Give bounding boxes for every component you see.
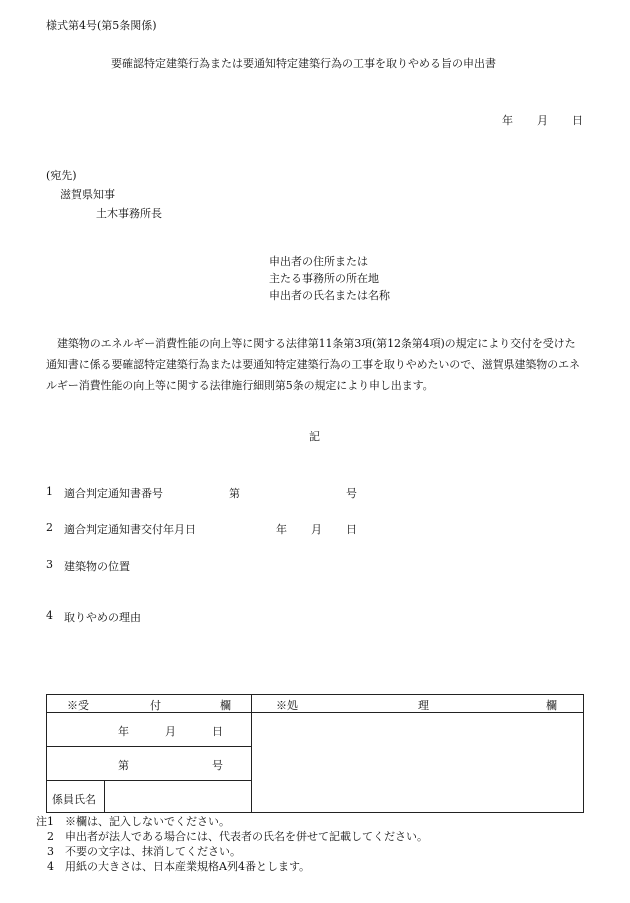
item4-label: 取りやめの理由 xyxy=(64,611,141,624)
receipt-header-tsuke: 付 xyxy=(150,699,161,712)
process-header-ran: 欄 xyxy=(546,699,557,712)
item2-day: 日 xyxy=(346,523,357,536)
receipt-row-divider-1 xyxy=(46,746,251,747)
note-3: 3 不要の文字は、抹消してください。 xyxy=(36,845,241,858)
table-column-divider xyxy=(251,694,252,813)
item3-label: 建築物の位置 xyxy=(64,560,130,573)
date-month-label: 月 xyxy=(537,114,548,127)
form-label: 様式第4号(第5条関係) xyxy=(46,19,157,32)
receipt-date-year: 年 xyxy=(118,725,129,738)
applicant-address-label: 申出者の住所または xyxy=(269,255,368,268)
item2-year: 年 xyxy=(276,523,287,536)
item2-label: 適合判定通知書交付年月日 xyxy=(64,523,196,536)
item2-number: 2 xyxy=(46,521,53,534)
addressee-governor: 滋賀県知事 xyxy=(60,188,115,201)
addressee-prefix: (宛先) xyxy=(46,169,77,182)
table-header-divider xyxy=(46,712,584,713)
date-year-label: 年 xyxy=(502,114,513,127)
process-header-ri: 理 xyxy=(418,699,429,712)
note-4: 4 用紙の大きさは、日本産業規格A列4番とします。 xyxy=(36,860,311,873)
item1-go: 号 xyxy=(346,487,357,500)
process-header-mark: ※処 xyxy=(276,699,298,712)
item3-number: 3 xyxy=(46,558,53,571)
item1-dai: 第 xyxy=(229,487,240,500)
receipt-row-divider-2 xyxy=(46,780,251,781)
staff-name-label: 係員氏名 xyxy=(52,793,96,806)
addressee-office-chief: 土木事務所長 xyxy=(96,207,162,220)
item1-number: 1 xyxy=(46,485,53,498)
item2-month: 月 xyxy=(311,523,322,536)
applicant-office-label: 主たる事務所の所在地 xyxy=(269,272,379,285)
receipt-date-day: 日 xyxy=(212,725,223,738)
receipt-date-month: 月 xyxy=(165,725,176,738)
receipt-number-dai: 第 xyxy=(118,759,129,772)
body-paragraph: 建築物のエネルギー消費性能の向上等に関する法律第11条第3項(第12条第4項)の規定により交付を受けた通知書に係る要確認特定建築行為または要通知特定建築行為の工事を取りやめたいので、滋賀県建築物のエネルギー消費性能の向上等に関する法律施行細則第5条の規定により申し出ます。 xyxy=(46,337,580,392)
notes-section xyxy=(36,814,428,874)
ki-heading: 記 xyxy=(309,430,320,443)
date-day-label: 日 xyxy=(572,114,583,127)
staff-cell-divider xyxy=(104,780,105,813)
receipt-header-mark: ※受 xyxy=(67,699,89,712)
receipt-number-go: 号 xyxy=(212,759,223,772)
note-2: 2 申出者が法人である場合には、代表者の氏名を併せて記載してください。 xyxy=(36,830,428,843)
receipt-header-ran: 欄 xyxy=(220,699,231,712)
document-title: 要確認特定建築行為または要通知特定建築行為の工事を取りやめる旨の申出書 xyxy=(111,57,496,70)
item1-label: 適合判定通知書番号 xyxy=(64,487,163,500)
note-1: 注1 ※欄は、記入しないでください。 xyxy=(36,815,230,828)
applicant-name-label: 申出者の氏名または名称 xyxy=(269,289,390,302)
item4-number: 4 xyxy=(46,609,53,622)
